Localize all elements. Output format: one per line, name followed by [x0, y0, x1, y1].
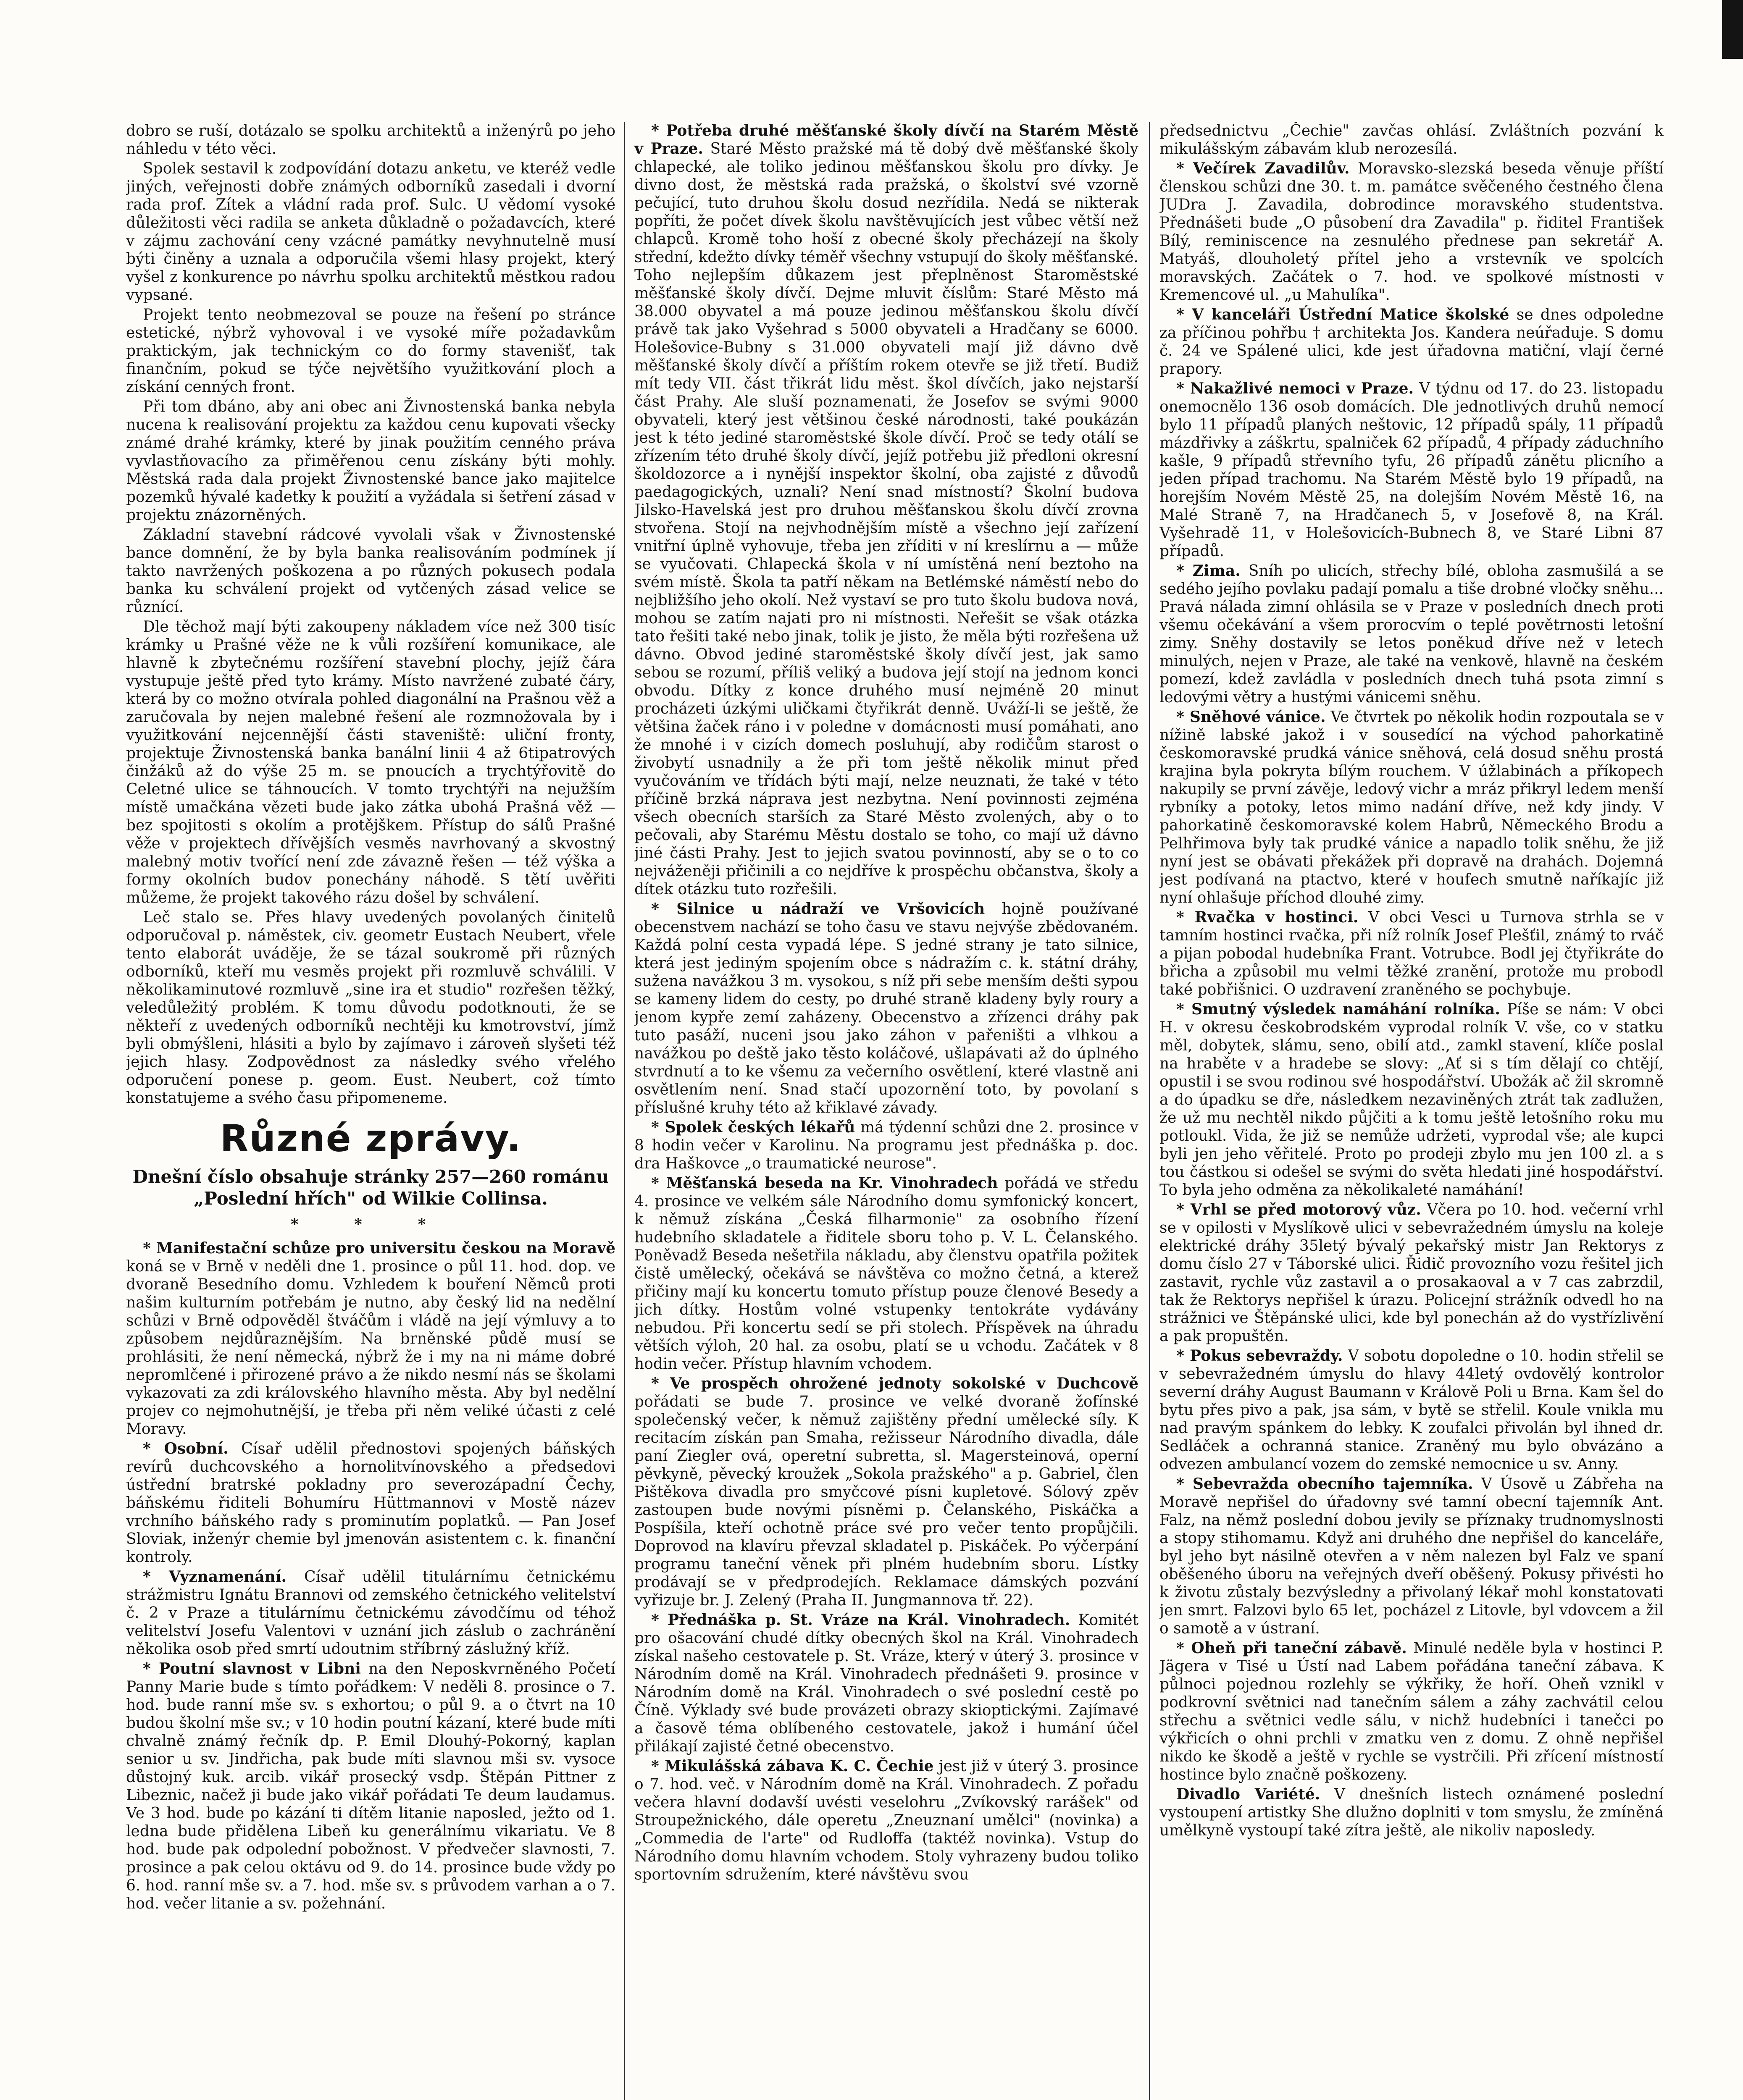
article-paragraph: dobro se ruší, dotázalo se spolku architektů a inženýrů po jeho náhledu v této věci.	[126, 122, 615, 158]
news-item-title: * V kanceláři Ústřední Matice školské	[1176, 306, 1509, 323]
news-item	[1159, 708, 1664, 907]
news-item-text: na den Neposkvrněného Početí Panny Marie bude s tímto pořádkem: V neděli 8. prosince o 7. hod. bude ranní mše sv. s exhortou; o půl 9. a o čtvrt na 10 budou školní mše sv.; v 10 hodin poutní kázaní, které bude míti chvalně známý řečník dp. P. Emil Dlouhý-Pokorný, kaplan senior u sv. Jindřicha, pak bude míti slavnou mši sv. vysoce důstojný kuk. arcib. vikář prosecký vsdp. Štěpán Pittner z Libeznic, načež ji bude jako vikář pořádati Te deum laudamus. Ve 3 hod. bude po kázání ti dítěm litanie naposled, ježto od 1. ledna bude přidělena Libeň ku generálnímu vikariatu. Ve 8 hod. bude pak odpolední pobožnost. V předvečer slavnosti, 7. prosince a pak celou oktávu od 9. do 14. prosince bude vždy po 6. hod. ranní mše sv. a 7. hod. mše sv. s průvodem varhan a o 7. hod. večer litanie a sv. požehnání.	[126, 1660, 615, 1912]
news-item-text: Ve čtvrtek po několik hodin rozpoutala se v nížině labské jakož i v sousedící na východ pahorkatině českomoravské prudká vánice sněhová, celá dosud sněhu prostá krajina byla pokryta bílým rouchem. V úžlabinách a příkopech nakupily se první závěje, ledový vichr a mráz přikryl ledem menší rybníky a potoky, letos mimo nadání dříve, než kdy jindy. V pahorkatině českomoravské kolem Habrů, Německého Brodu a Pelhřimova byly tak prudké vánice a napadlo tolik sněhu, že již nyní jest se obávati překážek při dopravě na drahách. Dojemná jest podívaná na ptactvo, které v houfech smutně naříkajíc již nyní ohlašuje příchod dlouhé zimy.	[1159, 709, 1664, 906]
news-item	[1159, 1785, 1664, 1840]
news-item-text: V Úsově u Zábřeha na Moravě nepřišel do úřadovny své tamní obecní tajemník Ant. Falz, na němž poslední dobou jevily se příznaky trudnomyslnosti a stopy stihomamu. Když ani druhého dne nepřišel do kanceláře, byl jeho byt násilně otevřen a v něm nalezen byl Falz ve spaní oběšeného úboru na veřejných dveří oběšený. Pokusy přivésti ho k životu zůstaly bezvýsledny a přivolaný lékař mohl konstatovati jen smrt. Falzovi bylo 65 let, pocházel z Litovle, byl vdovcem a žil o samotě a v ústraní.	[1159, 1475, 1664, 1637]
news-item-title: * Rvačka v hostinci.	[1176, 908, 1359, 926]
news-item-text: předsednictvu „Čechie" zavčas ohlásí. Zvláštních pozvání k mikulášským zábavám klub nerozesílá.	[1159, 122, 1664, 158]
news-item-text: jest již v úterý 3. prosince o 7. hod. več. v Národním domě na Král. Vinohradech. Z pořadu večera hlavní dodavší uvésti veselohru „Zvíkovský rarášek" od Stroupežnického, dále operetu „Zneuznaní umělci" (novinka) a „Commedia de l'arte" od Rudloffa (taktéž novinka). Vstup do Národního domu hlavním vchodem. Stoly vyhrazeny budou toliko sportovním sdružením, které návštěvu svou	[634, 1758, 1138, 1883]
news-item-text: hojně používané obecenstvem nachází se toho času ve stavu nejvýše zbědovaném. Každá polní cesta vypadá lépe. S jedné strany je tato silnice, která jest jediným spojením obce s nádražím c. k. státní dráhy, sužena navážkou 3 m. vysokou, s níž při sebe menším dešti sypou se kameny lidem do cesty, po druhé straně kladeny byly roury a jenom kypře zemí zaházeny. Obecenstvo a zřízenci dráhy pak tuto pasáží, nuceni jsou jako záhon v pařeništi a vlhkou a navážkou po deště jako těsto koláčové, ušlapávati až do úplného stvrdnutí a to ke všemu za večerního osvětlení, které vlastně ani osvětlením není. Snad stačí upozornění toto, by povolaní s příslušné kruhy této až křiklavé závady.	[634, 900, 1138, 1116]
news-item-title: * Přednáška p. St. Vráze na Král. Vinohradech.	[651, 1611, 1070, 1629]
article-paragraph: Dle těchož mají býti zakoupeny nákladem více než 300 tisíc krámky u Prašné věže ne k vůli rozšíření komunikace, ale hlavně k zbytečnému rozšíření stavební plochy, jejíž čára vystupuje ještě před tyto krámy. Místo navržené zubaté čáry, která by co možno otvírala pohled diagonální na Prašnou věž a zaručovala by nejen malebné řešení ale rozmnožovala by i využitkování nejcennější části staveniště: uliční fronty, projektuje Živnostenská banka banální linii 4 až 6tipatrových činžáků až do výše 25 m. se pnoucích a trychtýřovitě do Celetné ulice se táhnoucích. V tomto trychtýři na nejužším místě umačkána vězeti bude jako zátka ubohá Prašná věž — bez spojitosti s okolím a protějškem. Přístup do sálů Prašné věže v projektech dřívějších vesměs navrhovaný a skvostný malebný motiv tvořící není zde závazně řešen — též výška a formy okolních budov ponechány náhodě. S tětí uvěřiti můžeme, že projekt takového rázu došel by schválení.	[126, 618, 615, 906]
news-item-title: * Sněhové vánice.	[1176, 708, 1326, 726]
news-item	[634, 1757, 1138, 1884]
news-item	[1159, 1000, 1664, 1199]
column-middle	[634, 122, 1138, 2100]
news-item	[634, 1174, 1138, 1373]
news-item-title: * Mikulášská zábava K. C. Čechie	[651, 1757, 934, 1775]
news-item-text: pořádá ve středu 4. prosince ve velkém sále Národního domu symfonický koncert, k němuž získána „Česká filharmonie" za osobního řízení hudebního skladatele a řiditele sboru toho p. V. L. Čelanského. Poněvadž Beseda nešetřila nákladu, aby členstvu opatřila požitek čistě umělecký, očekává se návštěva co možno četná, a kterež přičiny mají ku koncertu tomuto přístup pouze členové Besedy a jich dítky. Hostům volné vstupenky tentokráte vydávány nebudou. Při koncertu sedí se při stolech. Příspěvek na úhradu větších výloh, 20 hal. za osobu, platí se u vchodu. Začátek v 8 hodin večer. Přístup hlavním vchodem.	[634, 1175, 1138, 1373]
news-item	[1159, 160, 1664, 304]
column-rule-right	[1149, 122, 1150, 2100]
article-paragraph: Spolek sestavil k zodpovídání dotazu anketu, ve kteréž vedle jiných, veřejnosti dobře známých odborníků zasedali i dvorní rada prof. Zítek a vládní rada prof. Sulc. U vědomí vysoké důležitosti věci radila se anketa důkladně o požadavcích, které v zájmu zachování ceny vzácné památky nevyhnutelně musí býti činěny a uznala a odporučila všemi hlasy projekt, který vyšel z konkurence po návrhu spolku architektů městkou radou vypsané.	[126, 160, 615, 304]
column-rule-left	[624, 122, 625, 2100]
news-item-title: * Nakažlivé nemoci v Praze.	[1176, 380, 1414, 397]
news-item-title: * Silnice u nádraží ve Vršovicích	[651, 900, 985, 918]
news-item-title: * Poutní slavnost v Libni	[143, 1660, 361, 1677]
news-item	[1159, 306, 1664, 378]
news-item-text: Moravsko-slezská beseda věnuje příští členskou schůzi dne 30. t. m. památce svěčeného čestného člena JUDra J. Zavadila, dobrodince moravského studentstva. Přednášeti bude „O působení dra Zavadila" p. řiditel František Bílý, reminiscence na zesnulého přednese pan sekretář A. Matyáš, dlouholetý přítel jeho a vrstevník ve spolcích moravských. Začátek o 7. hod. ve spolkové místnosti v Kremencové ul. „u Mahulíka".	[1159, 160, 1664, 304]
news-item	[1159, 1475, 1664, 1638]
news-item-text: Sníh po ulicích, střechy bílé, obloha zasmušilá a se sedého jejího povlaku padají pomalu a tiše drobné vločky sněhu... Pravá nálada zimní ohlásila se v Praze v posledních dnech proti všemu očekávání a všem prorocvím o teplé povětrnosti letošní zimy. Sněhy dostavily se letos poněkud dříve než v letech minulých, nejen v Praze, ale také na venkově, hlavně na českém pomezí, kdež zavládla v posledních dnech tuhá psota zimní s ledovými větry a hustými vánicemi sněhu.	[1159, 562, 1664, 706]
news-item	[634, 1118, 1138, 1173]
news-item-text: Komitét pro ošacování chudé dítky obecných škol na Král. Vinohradech získal našeho cestovatele p. St. Vráze, který v úterý 3. prosince v Národním domě na Král. Vinohradech přednášeti 9. prosince v Národním domě na Král. Vinohradech o své poslední cestě po Číně. Výklady své bude provázeti obrazy skioptickými. Zajímavé a časově téma oblíbeného cestovatele, jakož i humání účel přilákají zajisté četné obecenstvo.	[634, 1612, 1138, 1755]
news-item-text: Staré Město pražské má tě dobý dvě měšťanské školy chlapecké, ale toliko jedinou měšťanskou školu pro dívky. Je divno dost, že městská rada pražská, o školství své vzorně pečující, tuto druhou školu dosud nezřídila. Nedá se nikterak popříti, že počet dívek školu navštěvujících jest vůbec větší než chlapců. Kromě toho hoší z obecné školy přecházejí na školy střední, kdežto dívky téměř všechny vstupují do školy měšťanské. Toho nejlepším důkazem jest přeplněnost Staroměstské měšťanské školy dívčí. Dejme mluvit číslům: Staré Město má 38.000 obyvatel a má pouze jedinou měšťanskou školu dívčí právě tak jako Vyšehrad s 5000 obyvateli a Hradčany se 6000. Holešovice-Bubny s 31.000 obyvateli mají již dávno dvě měšťanské školy dívčí a příštím rokem otevře se již třetí. Budiž mít tedy VII. část třikrát lidu měst. škol dívčích, jako nejstarší část Prahy. Ale sluší poznamenati, že Josefov se svými 9000 obyvateli, který jest většinou české národnosti, také poukázán jest k této jediné staroměstské škole dívčí. Proč se tedy otálí se zřízením této druhé školy dívčí, jejíž potřebu již předloni okresní školdozorce a i nynější inspektor školní, oba zajisté z důvodů paedagogických, uznali? Není snad místností? Školní budova Jilsko-Havelská jest pro druhou měšťanskou školu dívčí zrovna stvořena. Stojí na nejvhodnějším místě a všechno její zařízení vnitřní úplně vyhovuje, třeba jen zříditi v ní kreslírnu a — může se vyučovati. Chlapecká škola v ní umístěná není beztoho na svém místě. Škola ta patří někam na Betlémské náměstí nebo do nejbližšího jeho okolí. Než vystaví se pro tuto školu budova nová, mohou se zatím najati pro ni místnosti. Neřešit se však otázka tato řešiti také nebo jinak, tolik je jisto, že měla býti rozřešena už dávno. Obvod jediné staroměstské školy dívčí jest, jak samo sebou se rozumí, příliš veliký a budova její stojí na jednom konci obvodu. Dítky z konce druhého musí nejméně 20 minut procházeti úzkými uličkami čtyřikrát denně. Uváží-li se ještě, že většina žaček ráno i v poledne v domácnosti musí pomáhati, ano že mnohé i v cizích domech posluhují, aby rodičům starost o živobytí usnadnily a že při tom ještě několik minut před vyučováním ve třídách býti mají, nelze neuznati, že také v této příčině brzká náprava jest nezbytna. Není povinnosti zejména všech obecních starších za Staré Město zvolených, aby o to pečovali, aby Starému Městu dostalo se toho, co mají už dávno jiné části Prahy. Jest to jejich svatou povinností, aby se o to co nejváženěji přičinili a co nejdříve k prospěchu občanstva, školy a dítek otázku tuto rozřešili.	[634, 140, 1138, 898]
news-item-text: má týdenní schůzi dne 2. prosince v 8 hodin večer v Karolinu. Na programu jest přednáška p. doc. dra Haškovce „o traumatické neurose".	[634, 1119, 1138, 1172]
news-item	[126, 1660, 615, 1913]
news-item-title: * Smutný výsledek namáhání rolníka.	[1176, 1000, 1500, 1018]
news-item	[1159, 908, 1664, 999]
news-item	[1159, 380, 1664, 560]
news-item-text: Císař udělil přednostovi spojených báňských revírů duchcovského a hornolitvínovského a předsedovi ústřední bratrské pokladny pro severozápadní Čechy, báňskému řiditeli Bohumíru Hüttmannovi v Mostě název vrchního báňského rady s prominutím poplatků. — Pan Josef Sloviak, inženýr chemie byl jmenován asistentem c. k. finanční kontroly.	[126, 1440, 615, 1566]
news-item-text: V sobotu dopoledne o 10. hodin střelil se v sebevražedném úmyslu do hlavy 44letý ovdovělý kontrolor severní dráhy August Baumann v Králově Poli u Brna. Kam šel do bytu přes pivo a pak, jsa sám, v bytě se střelil. Koule vnikla mu nad pravým spánkem do lebky. K zoufalci přivolán byl ihned dr. Sedláček a ochranná stanice. Zraněný mu bylo obvázáno a odvezen ambulancí vozem do zemské nemocnice u sv. Anny.	[1159, 1347, 1664, 1473]
news-item-title: * Potřeba druhé měšťanské školy dívčí na Starém Městě v Praze.	[634, 122, 1138, 158]
news-item	[126, 1440, 615, 1566]
column-right	[1159, 122, 1664, 2100]
news-item	[1159, 1347, 1664, 1473]
news-item-title: * Oheň při taneční zábavě.	[1176, 1639, 1407, 1657]
article-paragraph: Při tom dbáno, aby ani obec ani Živnostenská banka nebyla nucena k realisování projektu za každou cenu kupovati všecky známé drahé krámky, které by jinak použitím cenného práva vyvlastňovacího za přiměřenou cenu získány býti mohly. Městská rada dala projekt Živnostenské bance jako majitelce pozemků hývalé kadetky k použití a vyžádala si šetření zásad v projektu znázorněných.	[126, 398, 615, 524]
news-item	[1159, 1201, 1664, 1345]
news-item-title: * Spolek českých lékařů	[651, 1118, 855, 1136]
news-item-title: * Sebevražda obecního tajemníka.	[1176, 1475, 1473, 1493]
news-item	[634, 1375, 1138, 1609]
news-item	[1159, 122, 1664, 158]
news-item-title: * Vrhl se před motorový vůz.	[1176, 1201, 1421, 1218]
news-item-title: * Večírek Zavadilův.	[1176, 160, 1350, 177]
news-item	[634, 122, 1138, 898]
news-item-text: V týdnu od 17. do 23. listopadu onemocnělo 136 osob domácích. Dle jednotlivých druhů nemocí bylo 11 případů planých neštovic, 12 případů spály, 11 případů mázdřivky a záškrtu, spalniček 62 případů, 4 případy záduchního kašle, 9 případů střevního tyfu, 26 případů zánětu plicního a jeden případ trachomu. Na Starém Městě bylo 19 případů, na horejším Novém Městě 25, na dolejším Novém Městě 16, na Malé Straně 7, na Hradčanech 5, v Josefově 8, na Král. Vyšehradě 11, v Holešovicích-Bubnech 8, ve Staré Libni 87 případů.	[1159, 380, 1664, 560]
news-item-text: Včera po 10. hod. večerní vrhl se v opilosti v Myslíkově ulici v sebevražedném úmyslu na koleje elektrické dráhy 35letý bývalý pekařský mistr Jan Rektorys z domu číslo 27 v Táborské ulici. Řidič provozního vozu řešitel jich zastavit, rychle vůz zastavil a o prosakaoval a v 7 cas zabrzdil, tak že Rektorys nepřišel k úrazu. Policejní strážník odvedl ho na strážnici ve Štěpánské ulici, kde byl ponechán až do vystřízlivění a pak propuštěn.	[1159, 1201, 1664, 1345]
news-item-title: * Zima.	[1176, 562, 1241, 580]
news-item	[634, 1611, 1138, 1756]
news-item-title: * Pokus sebevraždy.	[1176, 1347, 1343, 1365]
news-item-title: * Vyznamenání.	[143, 1568, 287, 1586]
news-item-title: * Ve prospěch ohrožené jednoty sokolské v Duchcově	[651, 1375, 1138, 1392]
news-item-text: koná se v Brně v neděli dne 1. prosince o půl 11. hod. dop. ve dvoraně Besedního domu. Vzhledem k bouření Němců proti našim kulturním potřebám je nutno, aby český lid na nedělní schůzi v Brně odpověděl štváčům i vládě na její výmluvy a to způsobem nejdůraznějším. Na brněnské půdě musí se prohlásiti, že není německá, nýbrž že i my na ni máme dobré nepromlčené i přirozené právo a že nikdo nesmí nás se školami vykazovati za zdi královského hlavního města. Aby byl nedělní projev co nejmohutnější, je třeba při něm veliké účasti z celé Moravy.	[126, 1258, 615, 1438]
news-item-text: se dnes odpoledne za příčinou pohřbu † architekta Jos. Kandera neúřaduje. S domu č. 24 ve Spálené ulici, kde jest úřadovna matiční, vlají černé prapory.	[1159, 306, 1664, 378]
news-item-text: Císař udělil titulárnímu četnickému strážmistru Ignátu Brannovi od zemského četnického velitelství č. 2 v Praze a titulárnímu četnickému závodčímu od téhož velitelství Josefu Valentovi v uznání jich záslub o zachránění několika osob před smrtí udoutnim stříbrný záslužný kříž.	[126, 1568, 615, 1658]
news-item-text: Píše se nám: V obci H. v okresu českobrodském vyprodal rolník V. vše, co v statku měl, dobytek, slámu, seno, obilí atd., zamkl stavení, klíče poslal na hraběte v a hradebe se slovy: „Ať si s tím dělají co chtějí, opustil i se svou rodinou své hospodářství. Ubožák ač žil skromně a do úpadku se dře, následkem nezaviněných ztrát tak zadlužen, že už mu nechtěl nikdo půjčiti a k tomu ještě letošního roku mu potloukl. Vida, že již se nemůže udržeti, vyprodal vše; ale kupci byli jen jeho věřitelé. Proto po prodeji zbylo mu jen 100 zl. a s tou částkou si odešel se svými do světa hledati jiné hospodářství. To byla jeho odměna za několikaleté namáhání!	[1159, 1001, 1664, 1199]
article-paragraph: Projekt tento neobmezoval se pouze na řešení po stránce estetické, nýbrž vyhovoval i ve vysoké míře požadavkům praktickým, jak technickým co do formy stavenišť, tak finančním, pokud se týče největšího využitkování ploch a získání cenných front.	[126, 306, 615, 396]
section-title: Různé zprávy.	[220, 1117, 522, 1160]
article-paragraph: Leč stalo se. Přes hlavy uvedených povolaných činitelů odporučoval p. náměstek, civ. geometr Eustach Neubert, vřele tento elaborát uváděje, že se tázal soukromě při různých odborníků, kteří mu vesměs projekt při rozmluvě schválili. V několikaminutové rozmluvě „sine ira et studio" rozřešen těžký, veledůležitý problém. K tomu důvodu podotknouti, že se někteří z uvedených odborníků nechtěji ku kmotrovství, jímž byli obmýšleni, hlásiti a bylo by zajímavo i zároveň slyšeti též jejich hlasy. Zodpovědnost za následky svého vřelého odporučení ponese p. geom. Eust. Neubert, což tímto konstatujeme a svého času připomeneme.	[126, 909, 615, 1107]
news-item	[1159, 1639, 1664, 1784]
column-left	[126, 122, 615, 2100]
news-item-title: Divadlo Variété.	[1176, 1785, 1320, 1803]
news-item-text: Minulé neděle byla v hostinci P. Jägera v Tisé u Ústí nad Labem pořádána taneční zábava. K půlnoci pojednou rozlehly se výkřiky, že hoří. Oheň vznikl v podkrovní světnici nad tanečním sálem a záhy zachvátil celou střechu a světnici vedle sálu, v nichž hudebníci i tanečci po výkřicích o ohni prchli v zmatku ven z domu. Z ohně nepřišel nikdo ke škodě a ještě v rychle se vystrčili. Při zřícení místností hostince bylo značně poškozeny.	[1159, 1640, 1664, 1783]
separator-stars: * * *	[290, 1215, 451, 1233]
news-item	[1159, 562, 1664, 706]
news-item	[634, 900, 1138, 1117]
news-item	[126, 1239, 615, 1438]
news-item-title: * Osobní.	[143, 1440, 229, 1457]
article-paragraph: Základní stavební rádcové vyvolali však v Živnostenské bance domnění, že by byla banka realisováním podmínek jí takto navržených poškozena a po různých pokusech podala banka ku schválení projekt od vytčených zásad velice se různící.	[126, 526, 615, 616]
news-item-title: * Měšťanská beseda na Kr. Vinohradech	[651, 1174, 998, 1192]
news-item-text: V dnešních listech oznámené poslední vystoupení artistky She dlužno doplniti v tom smyslu, že zmíněná umělkyně vystoupí také zítra ještě, ale nikoliv naposledy.	[1159, 1786, 1664, 1839]
news-item-text: V obci Vesci u Turnova strhla se v tamním hostinci rvačka, při níž rolník Josef Plešťil, známý to rváč a pijan pobodal hudebníka Frant. Votrubce. Bodl jej čtyřikráte do břicha a způsobil mu velmi těžké zranění, protože mu probodl také pobřišnici. O uzdravení zraněného se pochybuje.	[1159, 909, 1664, 998]
news-item-text: pořádati se bude 7. prosince ve velké dvoraně žofínské společenský večer, k němuž zajištěny přední umělecké síly. K recitacím získán pan Smaha, režisseur Národního divadla, dále paní Ziegler ová, operetní subretta, sl. Magersteinová, operní pěvkyně, pěvecký kroužek „Sokola pražského" a p. Gabriel, člen Pištěkova divadla pro smyčcové písni kupletové. Sólový zpěv zastoupen bude novými písněmi p. Čelanského, Piskáčka a Pospíšila, kteří ochotně práce své pro večer tento propůjčili. Doprovod na klavíru převzal skladatel p. Piskáček. Po výčerpání programu taneční věnek při plném hudebním sboru. Lístky prodávají se v předprodejích. Reklamace dámských pozvání vyřizuje br. J. Zelený (Praha II. Jungmannova tř. 22).	[634, 1393, 1138, 1609]
scan-edge-mark	[1722, 0, 1743, 59]
news-item	[126, 1568, 615, 1658]
news-item-title: * Manifestační schůze pro universitu českou na Moravě	[143, 1239, 615, 1257]
lead-notice: Dnešní číslo obsahuje stránky 257—260 románu „Poslední hřích" od Wilkie Collinsa.	[132, 1166, 609, 1209]
